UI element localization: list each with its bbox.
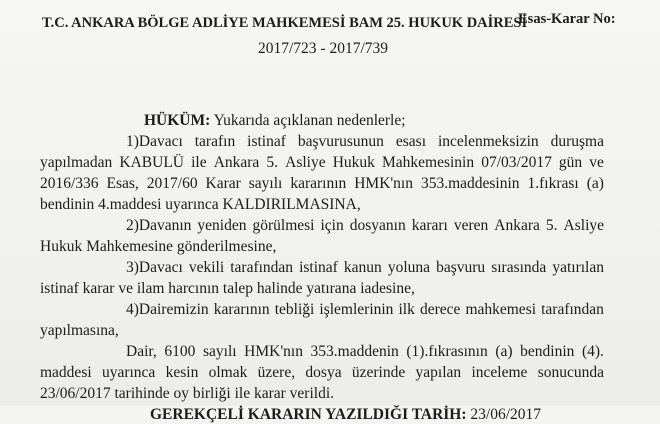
word: Asliye: [563, 217, 604, 234]
word: yeniden: [197, 217, 247, 234]
item1-line3: [40, 175, 604, 193]
word: sayılı: [202, 343, 237, 360]
word: 5.: [545, 217, 558, 234]
closing-line3: 23/06/2017 tarihinde oy birliği ile karar verildi.: [40, 385, 335, 402]
word: duruşma: [550, 133, 604, 150]
word: sayılı: [248, 175, 283, 192]
word: HMK'nın: [244, 343, 303, 360]
word: istinaf: [247, 133, 286, 150]
word: için: [320, 217, 344, 234]
word: derece: [419, 301, 461, 318]
word: Hukuk: [332, 154, 375, 171]
word: bendinin: [520, 343, 575, 360]
word: yapılmadan: [40, 154, 113, 171]
word: esası: [395, 133, 427, 150]
word: olmak: [208, 364, 248, 381]
word: Karar: [205, 175, 241, 192]
item4-line2: yapılmasına,: [40, 322, 119, 339]
hukum-intro-text: Yukarıda açıklanan nedenlerle;: [213, 112, 406, 129]
word: tarafın: [194, 133, 236, 150]
word: incelenmeksizin: [437, 133, 539, 150]
word: tarafından: [541, 301, 604, 318]
word: veren: [453, 217, 489, 234]
reasoned-date-label: GEREKÇELİ KARARIN YAZILDIĞI TARİH:: [150, 406, 467, 423]
word: gün: [558, 154, 583, 171]
word: 07/03/2017: [481, 154, 552, 171]
item1-line1: [126, 133, 604, 151]
word: ile: [191, 154, 207, 171]
hukum-intro: [144, 112, 406, 130]
word: yapılan: [415, 364, 462, 381]
word: Mahkemesinin: [381, 154, 475, 171]
word: dosya: [305, 364, 342, 381]
word: işlemlerinin: [319, 301, 394, 318]
word: 353.maddenin: [310, 343, 399, 360]
item2-line2: Hukuk Mahkemesine gönderilmesine,: [40, 238, 277, 255]
court-title: T.C. ANKARA BÖLGE ADLİYE MAHKEMESİ BAM 25. HUKUK DAİRESİ: [42, 15, 528, 31]
word: tarafından: [230, 259, 294, 276]
word: inceleme: [471, 364, 528, 381]
word: Dair,: [126, 343, 157, 360]
word: kararının: [213, 301, 270, 318]
word: kesin: [165, 364, 199, 381]
word: 2)Davanın: [126, 217, 192, 234]
word: tebliği: [274, 301, 315, 318]
word: 1.fıkrası: [527, 175, 579, 192]
word: maddesi: [40, 364, 92, 381]
item1-line4: bendinin 4.maddesi uyarınca KALDIRILMASINA,: [40, 196, 361, 213]
word: vekili: [188, 259, 225, 276]
word: sırasında: [491, 259, 547, 276]
word: kanun: [343, 259, 382, 276]
word: başvuru: [436, 259, 486, 276]
word: görülmesi: [252, 217, 315, 234]
item3-line1: [126, 259, 604, 277]
word: üzerinde: [351, 364, 406, 381]
word: mahkemesi: [465, 301, 537, 318]
word: Ankara: [494, 217, 540, 234]
reasoned-date-row: [150, 406, 541, 424]
word: (a): [495, 343, 513, 360]
word: 2017/60: [146, 175, 198, 192]
hukum-label: HÜKÜM:: [144, 112, 211, 129]
word: (4).: [581, 343, 604, 360]
word: kararının: [290, 175, 347, 192]
word: ve: [589, 154, 604, 171]
word: 4)Dairemizin: [126, 301, 209, 318]
word: 2016/336: [40, 175, 99, 192]
word: üzere,: [257, 364, 296, 381]
word: dosyanın: [349, 217, 406, 234]
word: KABULÜ: [119, 154, 184, 171]
word: (1).fıkrasının: [406, 343, 488, 360]
esas-karar-label: Esas-Karar No:: [518, 11, 616, 27]
word: istinaf: [299, 259, 338, 276]
word: ilk: [398, 301, 415, 318]
word: kararı: [411, 217, 448, 234]
word: sonucunda: [537, 364, 604, 381]
word: uyarınca: [101, 364, 156, 381]
word: 353.maddesinin: [420, 175, 520, 192]
closing-line1: [126, 343, 604, 361]
item3-line2: istinaf karar ve ilam harcının talep halinde yatırana iadesine,: [40, 280, 415, 297]
closing-line2: [40, 364, 604, 382]
word: yoluna: [387, 259, 431, 276]
item4-line1: [126, 301, 604, 319]
item2-line1: [126, 217, 604, 235]
item1-line2: [40, 154, 604, 172]
word: başvurusunun: [297, 133, 384, 150]
word: Asliye: [285, 154, 326, 171]
word: 5.: [266, 154, 279, 171]
word: Esas,: [106, 175, 139, 192]
reasoned-date-value: 23/06/2017: [470, 406, 542, 423]
word: 3)Davacı: [126, 259, 183, 276]
word: HMK'nın: [354, 175, 413, 192]
word: Ankara: [213, 154, 260, 171]
word: yatırılan: [552, 259, 604, 276]
esas-karar-number: 2017/723 - 2017/739: [258, 40, 389, 57]
word: (a): [586, 175, 604, 192]
word: 1)Davacı: [126, 133, 183, 150]
word: 6100: [164, 343, 196, 360]
